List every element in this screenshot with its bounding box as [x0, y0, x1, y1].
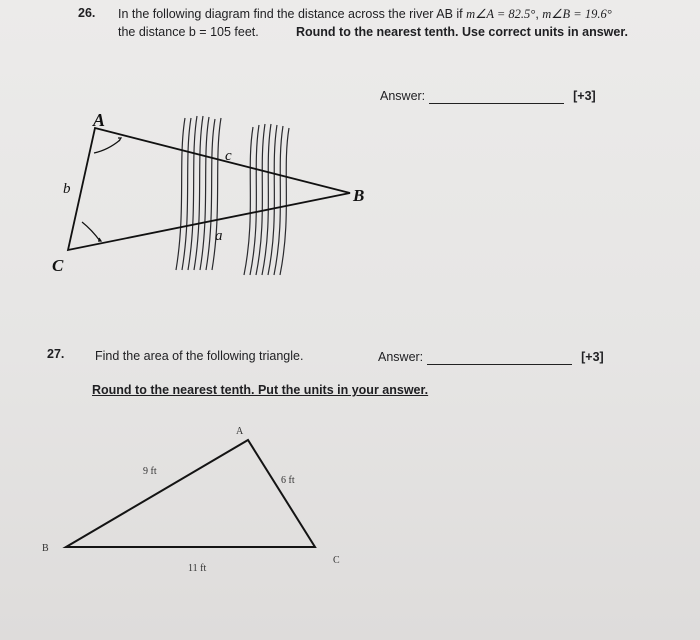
q26-instruction: Round to the nearest tenth. Use correct units in answer. [296, 25, 629, 39]
side-a-label: a [215, 228, 223, 244]
q27-vertex-b: B [42, 543, 49, 554]
q27-answer-label: Answer: [378, 350, 424, 364]
q26-answer-label: Answer: [380, 89, 426, 103]
q27-side-bc: 11 ft [188, 563, 207, 574]
q26-angle-b: m∠B = 19.6° [542, 7, 612, 21]
q27-vertex-c: C [333, 555, 340, 566]
q26-number: 26. [78, 6, 96, 20]
q26-line1-prefix: In the following diagram find the distance across the river AB if [118, 7, 463, 21]
vertex-b-label: B [353, 186, 365, 205]
q27-points: [+3] [581, 350, 604, 364]
side-c-label: c [225, 148, 232, 164]
q27-side-ac: 6 ft [281, 475, 295, 486]
q26-line1: In the following diagram find the distance across the river AB if m∠A = 82.5°, m∠B = 19.6° [118, 7, 612, 21]
q27-instruction: Round to the nearest tenth. Put the units in your answer. [92, 383, 429, 397]
q27-number: 27. [47, 347, 65, 361]
q26-angle-a: m∠A = 82.5° [466, 7, 536, 21]
q26-points: [+3] [573, 89, 596, 103]
vertex-c-label: C [52, 256, 64, 275]
q27-prompt: Find the area of the following triangle. [95, 349, 304, 363]
side-b-label: b [63, 181, 71, 197]
area-triangle [66, 440, 315, 547]
q27-vertex-a: A [236, 426, 244, 437]
q27-side-ab: 9 ft [143, 466, 157, 477]
q26-distance: the distance b = 105 feet. [118, 25, 259, 39]
vertex-a-label: A [93, 110, 106, 130]
